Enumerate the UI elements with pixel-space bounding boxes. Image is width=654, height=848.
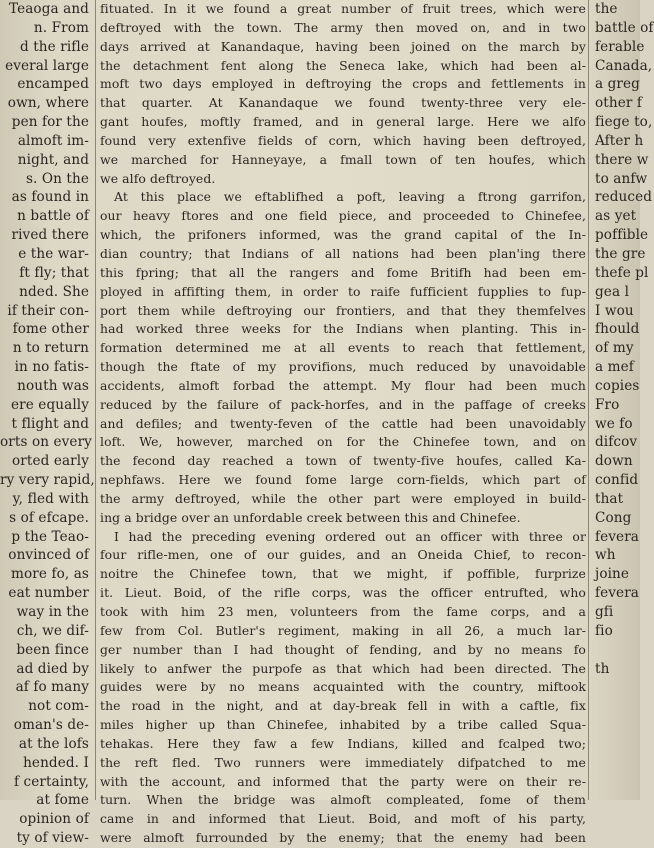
- text-line: Teaoga and: [8, 1, 89, 17]
- text-line: ger number than I had thought of fending, and by no means fo: [100, 641, 586, 657]
- text-line: with the account, and informed that the party were on their re-: [100, 773, 586, 789]
- text-line: tehakas. Here they faw a few Indians, killed and fcalped two;: [100, 735, 586, 751]
- column-rule-left: [95, 0, 96, 800]
- text-line: almoft im-: [17, 132, 89, 149]
- text-line: not com-: [28, 698, 89, 715]
- text-line: gant houfes, moftly framed, and in general large. Here we alfo: [100, 114, 586, 130]
- text-line: s. On the: [25, 170, 89, 187]
- text-line: reduced by the failure of pack-horfes, and in the paffage of creeks: [100, 396, 586, 412]
- text-line: hended. I: [23, 754, 89, 771]
- text-line: noitre the Chinefee town, that we might, if poffible, furprize: [100, 566, 586, 582]
- text-line: opinion of: [19, 811, 89, 828]
- text-line: came in and informed that Lieut. Boid, and moft of his party,: [100, 811, 586, 827]
- text-line: [592, 735, 640, 754]
- text-line: [592, 829, 640, 848]
- text-line: there w: [595, 151, 649, 168]
- text-line: t flight and: [11, 415, 89, 432]
- text-line: [592, 716, 640, 735]
- text-line: af fo many: [15, 679, 89, 696]
- text-line: we marched for Hanneyaye, a fmall town of ten houfes, which: [100, 151, 586, 167]
- text-line: thefe pl: [595, 264, 649, 281]
- text-line: everal large: [5, 57, 89, 74]
- text-line: rived there: [11, 227, 89, 244]
- text-line: I wou: [595, 302, 634, 319]
- text-line: the reft fled. Two runners were immediately difpatched to me: [100, 754, 586, 770]
- text-line: this fpring; that all the rangers and fome Britifh had been em-: [100, 264, 586, 280]
- text-line: our heavy ftores and one field piece, and proceeded to Chinefee,: [100, 208, 586, 224]
- text-line: though the ftate of my provifions, much reduced by unavoidable: [100, 359, 586, 375]
- text-line: wh: [595, 547, 616, 564]
- text-line: it. Lieut. Boid, of the rifle corps, was the officer entrufted, who: [100, 585, 586, 601]
- text-line: accidents, almoft forbad the attempt. My flour had been much: [100, 377, 586, 393]
- text-line: orted early: [12, 453, 89, 470]
- text-line: were almoft furrounded by the enemy; that the enemy had been: [100, 830, 586, 846]
- text-line: turn. When the bridge was almoft compleated, fome of them: [100, 792, 586, 808]
- text-line: if their con-: [7, 302, 89, 319]
- text-line: and defiles; and twenty-feven of the cattle had been unavoidably: [100, 415, 586, 431]
- text-line: n battle of: [17, 208, 89, 225]
- text-line: days arrived at Kanandaque, having been joined on the march by: [100, 38, 586, 54]
- text-line: n. From: [33, 19, 89, 36]
- text-line: pen for the: [11, 114, 89, 131]
- text-line: [592, 641, 640, 660]
- text-line: e the war-: [18, 245, 89, 262]
- text-line: [592, 810, 640, 829]
- text-line: we alfo deftroyed.: [100, 170, 216, 186]
- text-line: ad died by: [16, 660, 89, 677]
- text-line: s of efcape.: [9, 509, 89, 526]
- text-line: had worked three weeks for the Indians when planting. This in-: [100, 321, 586, 337]
- text-line: the army deftroyed, while the other part were employed in build-: [100, 490, 586, 506]
- text-line: the gre: [595, 245, 646, 262]
- text-line: port them while deftroying our frontiers, and that they themfelves: [100, 302, 586, 318]
- text-line: [592, 791, 640, 810]
- text-line: ere equally: [11, 396, 89, 413]
- text-line: that: [595, 490, 624, 507]
- text-line: ty of view-: [16, 830, 89, 847]
- text-line: dian country; that Indians of all nations had been plan'ing there: [100, 245, 586, 261]
- text-line: fituated. In it we found a great number of fruit trees, which were: [100, 1, 586, 16]
- text-line: f certainty,: [13, 773, 89, 790]
- text-line: poffible: [595, 227, 649, 244]
- text-line: loft. We, however, marched on for the Chinefee town, and on: [100, 434, 586, 450]
- text-line: fhould: [595, 321, 640, 338]
- text-line: Fro: [595, 396, 620, 413]
- text-line: nouth was: [17, 377, 89, 394]
- text-line: gea l: [595, 283, 630, 300]
- text-line: to anfw: [595, 170, 648, 187]
- text-line: battle of: [595, 19, 654, 36]
- text-line: [592, 678, 640, 697]
- text-line: orts on every: [0, 434, 92, 451]
- text-line: [592, 754, 640, 773]
- text-line: fevera: [595, 528, 640, 545]
- text-line: the: [595, 1, 618, 17]
- text-line: Cong: [595, 509, 632, 526]
- text-line: Canada,: [595, 57, 653, 74]
- text-line: ployed in affifting them, in order to raife fufficient fupplies to fup-: [100, 283, 586, 299]
- text-line: which, the prifoners informed, was the grand capital of the In-: [100, 227, 586, 243]
- text-line: found very extenfive fields of corn, which having been deftroyed,: [100, 132, 586, 148]
- right-column-text: [592, 0, 654, 848]
- text-line: own, where: [7, 95, 89, 112]
- text-line: the detachment fent along the Seneca lake, which had been al-: [100, 57, 586, 73]
- text-line: as yet: [595, 208, 637, 225]
- text-line: few from Col. Butler's regiment, making in all 26, a much lar-: [100, 622, 586, 638]
- text-line: copies: [595, 377, 640, 394]
- text-line: ft fly; that: [19, 264, 89, 281]
- text-line: [592, 773, 640, 792]
- text-line: been fince: [16, 641, 89, 658]
- text-line: n to return: [12, 340, 89, 357]
- text-line: gfi: [595, 604, 614, 620]
- text-line: likely to anfwer the purpofe as that which had been directed. The: [100, 660, 586, 676]
- text-line: ing a bridge over an unfordable creek between this and Chinefee.: [100, 509, 521, 525]
- text-line: we fo: [595, 415, 633, 432]
- text-line: at the lofs: [18, 735, 89, 752]
- text-line: [592, 697, 640, 716]
- text-line: onvinced of: [8, 547, 89, 564]
- text-line: d the rifle: [20, 38, 89, 55]
- text-line: oman's de-: [13, 717, 89, 734]
- text-line: that quarter. At Kanandaque we found twenty-three very ele-: [100, 95, 586, 111]
- text-line: other f: [595, 95, 642, 112]
- text-line: ferable: [595, 38, 645, 55]
- text-line: nded. She: [19, 283, 89, 300]
- text-line: At this place we eftablifhed a poft, leaving a ftrong garrifon,: [114, 189, 586, 205]
- text-line: the fecond day reached a town of twenty-five houfes, called Ka-: [100, 453, 586, 469]
- text-line: confid: [595, 472, 639, 489]
- text-line: After h: [595, 132, 644, 149]
- text-line: four rifle-men, one of our guides, and an Oneida Chief, to recon-: [100, 547, 586, 563]
- main-column-text: [100, 0, 586, 848]
- text-line: moft two days employed in deftroying the crops and fettlements in: [100, 76, 586, 92]
- text-line: ch, we dif-: [16, 622, 89, 639]
- text-line: fio: [595, 622, 613, 639]
- text-line: fiege to,: [595, 114, 653, 131]
- text-line: I had the preceding evening ordered out an officer with three or: [114, 528, 586, 544]
- text-line: the road in the night, and at day-break fell in with a caftle, fix: [100, 698, 586, 714]
- text-line: of my: [595, 340, 634, 357]
- text-line: difcov: [595, 434, 638, 451]
- text-line: ry very rapid,: [0, 472, 95, 489]
- text-line: in no fatis-: [14, 359, 89, 376]
- text-line: reduced: [595, 189, 653, 206]
- text-line: down: [595, 453, 633, 470]
- text-line: way in the: [16, 604, 89, 620]
- text-line: guides were by no means acquainted with the country, miftook: [100, 679, 586, 695]
- text-line: y, fled with: [12, 490, 89, 507]
- text-line: a mef: [595, 359, 634, 376]
- text-line: miles higher up than Chinefee, inhabited by a tribe called Squa-: [100, 717, 586, 733]
- text-line: a greg: [595, 76, 640, 93]
- text-line: deftroyed with the town. The army then moved on, and in two: [100, 19, 586, 35]
- text-line: formation determined me at all events to reach that fettlement,: [100, 340, 586, 356]
- text-line: took with him 23 men, volunteers from the fame corps, and a: [100, 604, 586, 619]
- text-line: as found in: [11, 189, 89, 206]
- text-line: p the Teao-: [11, 528, 89, 545]
- text-line: fome other: [12, 321, 89, 338]
- text-line: at fome: [36, 792, 89, 809]
- text-line: night, and: [17, 151, 89, 168]
- text-line: nephfaws. Here we found fome large corn-fields, which part of: [100, 472, 586, 488]
- text-line: joine: [595, 566, 630, 583]
- text-line: more fo, as: [11, 566, 89, 583]
- column-rule-right: [588, 0, 589, 800]
- text-line: fevera: [595, 585, 640, 602]
- left-column-text: [0, 0, 95, 848]
- text-line: encamped: [17, 76, 89, 93]
- text-line: eat number: [8, 585, 89, 602]
- text-line: th: [595, 660, 610, 677]
